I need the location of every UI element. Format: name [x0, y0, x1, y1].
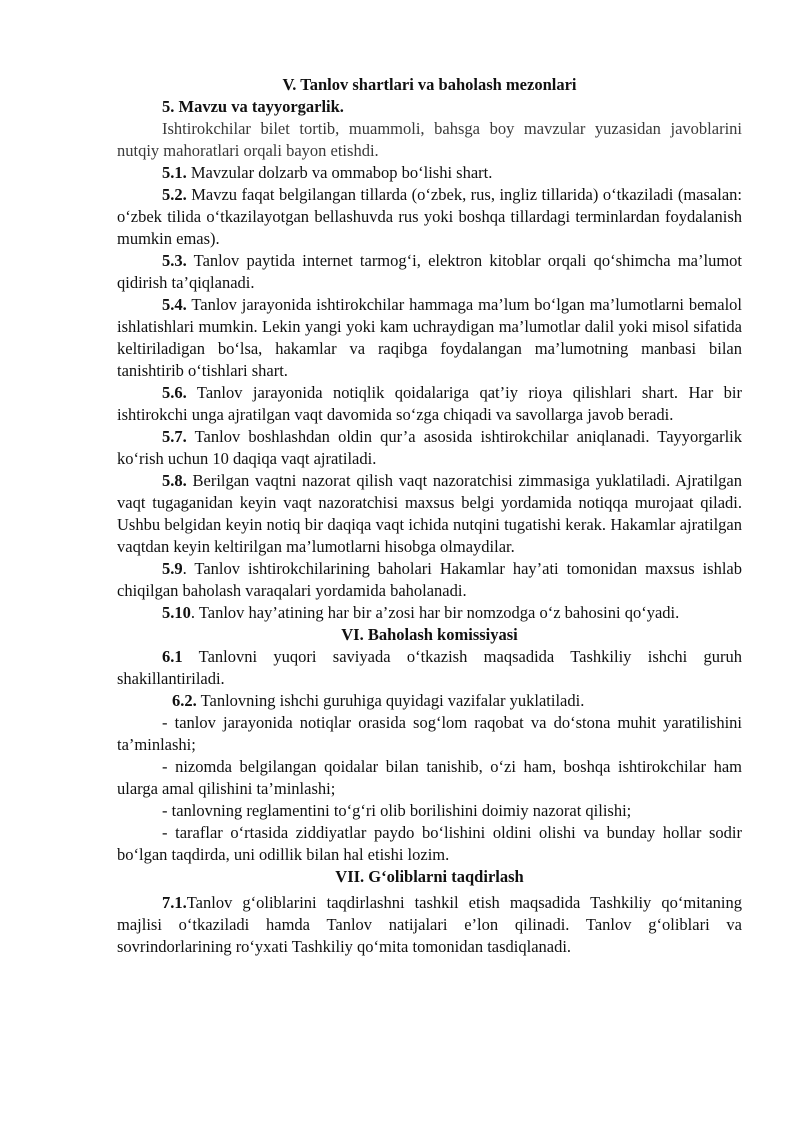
item-5-9 [117, 558, 742, 602]
item-number: 5.9 [162, 559, 183, 578]
item-number: 6.2. [172, 691, 197, 710]
section-v-title: V. Tanlov shartlari va baholash mezonlari [282, 75, 577, 94]
item-5-1 [117, 162, 742, 184]
item-number: 5.2. [162, 185, 187, 204]
section-v-subheading: 5. Mavzu va tayyorgarlik. [162, 97, 344, 116]
item-text: Mavzular dolzarb va ommabop bo‘lishi shart. [186, 163, 493, 182]
item-5-8 [117, 470, 742, 558]
duty-bullet: - taraflar o‘rtasida ziddiyatlar paydo bo‘lishini oldini olishi va bunday hollar sodir bo‘lgan taqdirda, uni odillik bilan hal etishi lozim. [117, 823, 742, 864]
item-text: Tanlov jarayonida ishtirokchilar hammaga ma’lum bo‘lgan ma’lumotlarni bemalol ishlatishlari mumkin. Lekin yangi yoki kam uchraydigan ma’lumotlar dalil yoki misol sifatida keltiriladigan bo‘lsa, hakamlar va raqibga foydalangan ma’lumotning manbasi bilan tanishtirib o‘tishlari shart. [117, 295, 742, 380]
item-text: . Tanlov hay’atining har bir a’zosi har bir nomzodga o‘z bahosini qo‘yadi. [190, 603, 680, 622]
item-text: Berilgan vaqtni nazorat qilish vaqt nazoratchisi zimmasiga yuklatiladi. Ajratilgan vaqt tugaganidan keyin vaqt nazoratchisi maxsus belgi yordamida notiqqa murojaat qiladi. Ushbu belgidan keyin notiq bir daqiqa vaqt ichida nutqini tugatishi kerak. Hakamlar ajratilgan vaqtdan keyin keltirilgan ma’lumotlarni hisobga olmaydilar. [117, 471, 742, 556]
item-5-3 [117, 250, 742, 294]
item-text: Tanlovni yuqori saviyada o‘tkazish maqsadida Tashkiliy ishchi guruh shakillantiriladi. [117, 647, 742, 688]
item-5-10 [117, 602, 742, 624]
item-number: 5.1. [162, 163, 187, 182]
document-page [117, 74, 742, 958]
section-vi-title: VI. Baholash komissiyasi [341, 625, 518, 644]
section-v-intro: Ishtirokchilar bilet tortib, muammoli, bahsga boy mavzular yuzasidan javoblarini nutqiy mahoratlari orqali bayon etishdi. [117, 119, 742, 160]
duty-bullet: - tanlov jarayonida notiqlar orasida sog‘lom raqobat va do‘stona muhit yaratilishini ta’minlashi; [117, 713, 742, 754]
item-text: Mavzu faqat belgilangan tillarda (o‘zbek, rus, ingliz tillarida) o‘tkaziladi (masalan: o‘zbek tilida o‘tkazilayotgan bellashuvda rus yoki boshqa tillardagi terminlardan foydalanish mumkin emas). [117, 185, 742, 248]
item-5-7 [117, 426, 742, 470]
item-6-2 [117, 690, 742, 712]
item-text: Tanlov boshlashdan oldin qur’a asosida ishtirokchilar aniqlanadi. Tayyorgarlik ko‘rish uchun 10 daqiqa vaqt ajratiladi. [117, 427, 742, 468]
item-number: 5.7. [162, 427, 187, 446]
item-text: Tanlovning ishchi guruhiga quyidagi vazifalar yuklatiladi. [196, 691, 585, 710]
item-text: . Tanlov ishtirokchilarining baholari Hakamlar hay’ati tomonidan maxsus ishlab chiqilgan baholash varaqalari yordamida baholanadi. [117, 559, 742, 600]
item-5-2 [117, 184, 742, 250]
duty-bullet: - nizomda belgilangan qoidalar bilan tanishib, o‘zi ham, boshqa ishtirokchilar ham ularga amal qilishini ta’minlashi; [117, 757, 742, 798]
item-6-1 [117, 646, 742, 690]
item-number: 6.1 [162, 647, 183, 666]
item-number: 5.10 [162, 603, 191, 622]
item-number: 5.3. [162, 251, 187, 270]
duty-bullet: - tanlovning reglamentini to‘g‘ri olib borilishini doimiy nazorat qilishi; [162, 801, 632, 820]
item-number: 5.4. [162, 295, 187, 314]
item-number: 7.1. [162, 893, 187, 912]
item-5-6 [117, 382, 742, 426]
item-5-4 [117, 294, 742, 382]
item-number: 5.8. [162, 471, 187, 490]
item-text: Tanlov jarayonida notiqlik qoidalariga qat’iy rioya qilishlari shart. Har bir ishtirokchi unga ajratilgan vaqt davomida so‘zga chiqadi va savollarga javob beradi. [117, 383, 742, 424]
item-text: Tanlov g‘oliblarini taqdirlashni tashkil etish maqsadida Tashkiliy qo‘mitaning majlisi o‘tkaziladi hamda Tanlov natijalari e’lon qilinadi. Tanlov g‘oliblari va sovrindorlarining ro‘yxati Tashkiliy qo‘mita tomonidan tasdiqlanadi. [117, 893, 742, 956]
item-7-1 [117, 892, 742, 958]
section-vii-title: VII. G‘oliblarni taqdirlash [335, 867, 524, 886]
item-number: 5.6. [162, 383, 187, 402]
item-text: Tanlov paytida internet tarmog‘i, elektron kitoblar orqali qo‘shimcha ma’lumot qidirish ta’qiqlanadi. [117, 251, 742, 292]
